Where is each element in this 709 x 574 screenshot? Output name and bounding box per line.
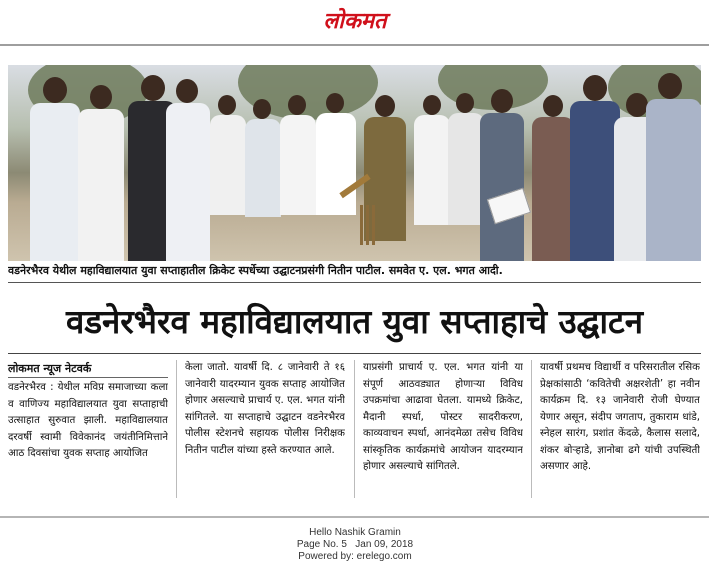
article-byline: लोकमत न्यूज नेटवर्क	[8, 360, 168, 378]
column-divider	[531, 360, 532, 498]
masthead-divider	[0, 44, 709, 46]
headline-divider	[8, 353, 701, 354]
page-footer	[200, 527, 510, 571]
masthead	[0, 0, 709, 44]
newspaper-logo[interactable]: लोकमत	[323, 8, 387, 34]
powered-by-link[interactable]: Powered by: erelego.com	[298, 551, 412, 562]
page-date: Page No. 5 Jan 09, 2018	[296, 539, 414, 550]
article-column-4: यावर्षी प्रथमच विद्यार्थी व परिसरातील रसिक प्रेक्षकांसाठी ‘कवितेची अक्षरशेती’ हा नवीन कार्यक्रम दि. १३ जानेवारी रोजी घेण्यात येणार असून, संदीप जगताप, तुकाराम धांडे, स्नेहल सारंग, प्रशांत केंदळे, कैलास सलादे, शंकर बोऱ्हाडे, ज्ञानोबा ढगे यांची उपस्थिती असणार आहे.	[540, 362, 700, 472]
page-bottom-divider	[0, 516, 709, 518]
article-column-3: याप्रसंगी प्राचार्य ए. एल. भगत यांनी या संपूर्ण आठवड्यात होणाऱ्या विविध उपक्रमांचा आढावा घेतला. यामध्ये क्रिकेट, मैदानी स्पर्धा, पोस्टर सादरीकरण, काव्यवाचन स्पर्धा, आनंदमेळा तसेच विविध सांस्कृतिक कार्यक्रमांचे आयोजन यादरम्यान होणार असल्याचे सांगितले.	[363, 362, 523, 472]
column-divider	[176, 360, 177, 498]
article-column-2: केला जातो. यावर्षी दि. ८ जानेवारी ते १६ जानेवारी यादरम्यान युवक सप्ताह आयोजित होणार असल्याचे प्राचार्य ए. एल. भगत यांनी सांगितले. या सप्ताहाचे उद्घाटन वडनेरभैरव पोलीस स्टेशनचे सहायक पोलीस निरीक्षक नितीन पाटील यांच्या हस्ते करण्यात आले.	[185, 362, 345, 456]
article-column-1: वडनेरभैरव : येथील मविप्र समाजाच्या कला व वाणिज्य महाविद्यालयात युवा सप्ताहाची उत्साहात सुरुवात झाली. महाविद्यालयात दरवर्षी स्वामी विवेकानंद जयंतीनिमित्ताने आठ दिवसांचा युवक सप्ताह आयोजित	[8, 382, 168, 459]
caption-divider	[8, 282, 701, 283]
article-headline: वडनेरभैरव महाविद्यालयात युवा सप्ताहाचे उद्घाटन	[65, 302, 644, 341]
news-photo	[8, 65, 701, 261]
column-divider	[354, 360, 355, 498]
photo-caption: वडनेरभैरव येथील महाविद्यालयात युवा सप्ताहातील क्रिकेट स्पर्धेच्या उद्घाटनप्रसंगी नितीन पाटील. समवेत ए. एल. भगत आदी.	[8, 264, 503, 277]
edition-name: Hello Nashik Gramin	[309, 527, 401, 538]
